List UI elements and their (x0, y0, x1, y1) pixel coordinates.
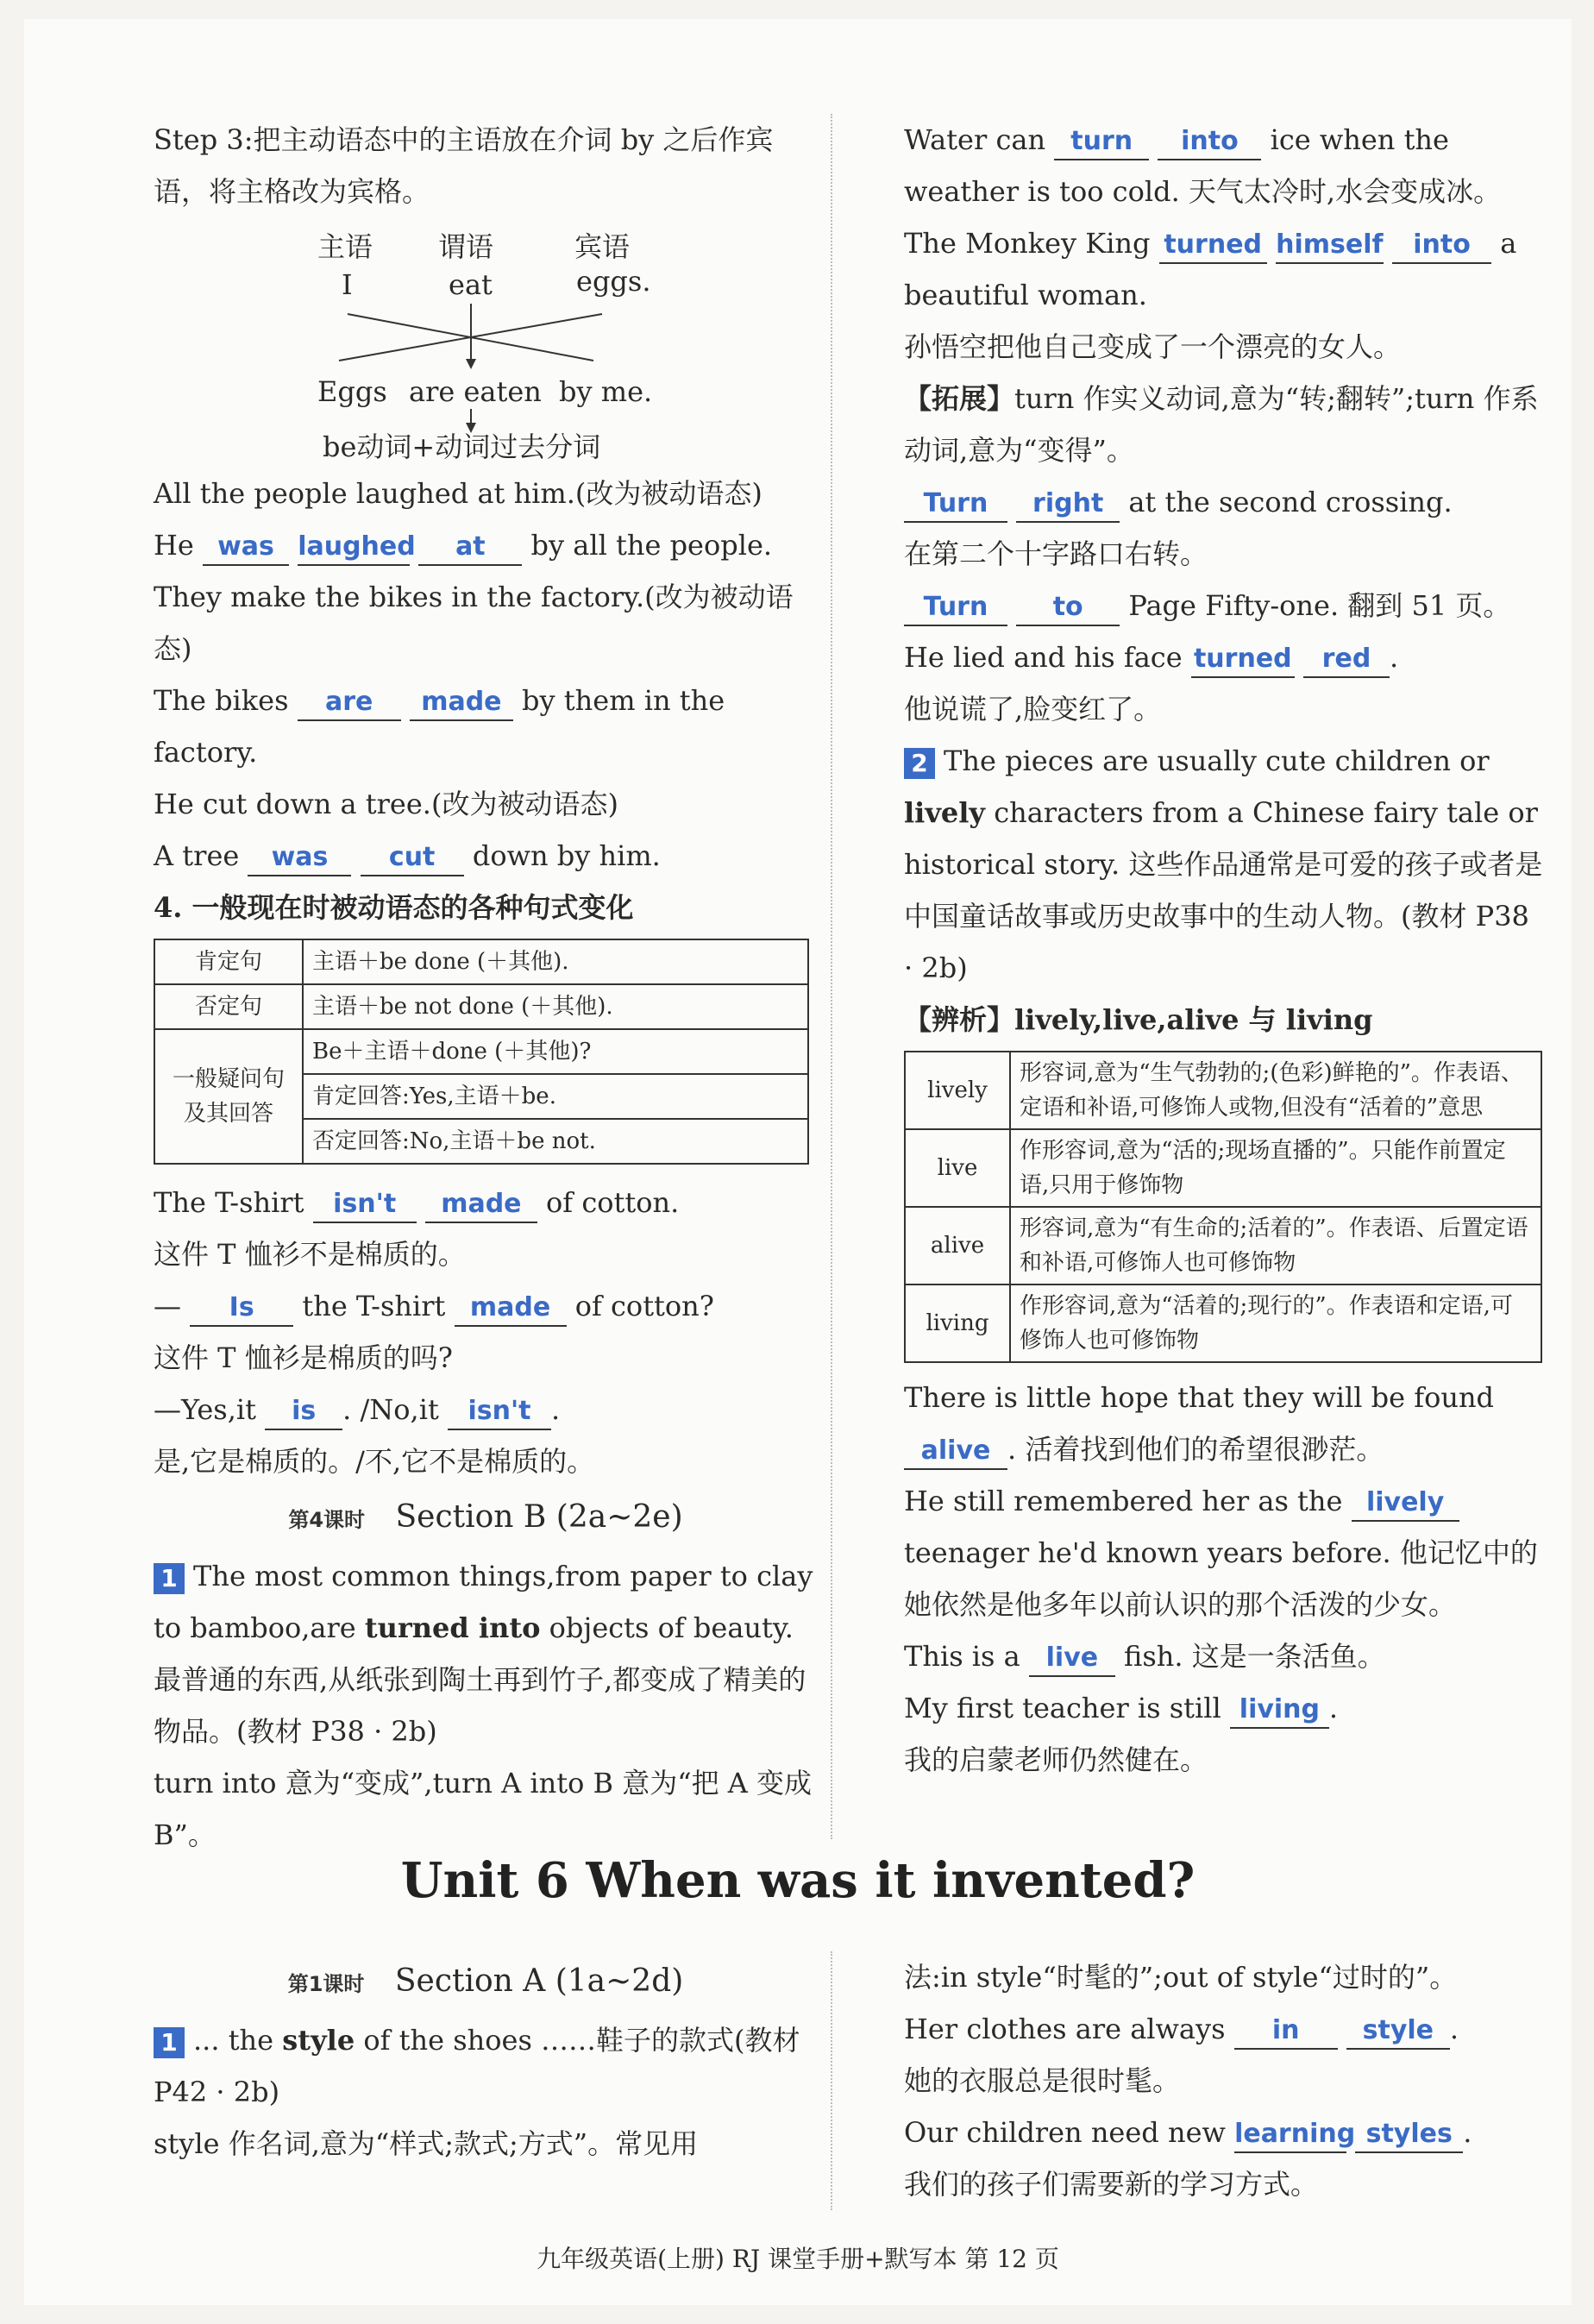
bottom-left-column (154, 1951, 818, 2170)
exercise4-answer (154, 1177, 818, 1228)
table-cell: 主语＋be done (＋其他). (303, 939, 808, 984)
example-prefix: This is a (904, 1640, 1020, 1673)
answer-blank: red (1303, 644, 1390, 678)
item1-note: turn into 意为“变成”,turn A into B 意为“把 A 变成 B”。 (154, 1767, 813, 1851)
answer-blank: turn (1054, 126, 1149, 160)
lesson-tag: 第4课时 (288, 1508, 366, 1532)
answer-blank: made (410, 687, 513, 721)
diagram-word-eggs2: Eggs (317, 375, 387, 408)
exercise6-answer (154, 1384, 818, 1435)
answer-blank: laughed (298, 531, 410, 566)
style-example2-translation: 我们的孩子们需要新的学习方式。 (904, 2168, 1319, 2201)
example-suffix: Page Fifty-one. 翻到 51 页。 (1128, 589, 1511, 622)
table-cell: 肯定回答:Yes,主语＋be. (303, 1074, 808, 1119)
extension-label: 【拓展】 (904, 382, 1015, 415)
exercise3-answer (154, 830, 818, 882)
answer-blank: right (1016, 488, 1120, 523)
table-word: live (905, 1129, 1010, 1207)
turn-example4 (904, 580, 1547, 631)
left-column (154, 114, 818, 1861)
answer-blank: isn't (313, 1189, 417, 1223)
table-label: 一般疑问句及其回答 (154, 1029, 303, 1164)
item-number-badge: 1 (154, 1563, 185, 1594)
example-suffix: . (1449, 2013, 1459, 2045)
answer-blank: turned (1191, 644, 1295, 678)
example-suffix: . 活着找到他们的希望很渺茫。 (1007, 1433, 1384, 1466)
exercise4-prefix: The T-shirt (154, 1186, 304, 1219)
table-word: lively (905, 1052, 1010, 1129)
table-cell: 主语＋be not done (＋其他). (303, 984, 808, 1029)
style-example1-translation: 她的衣服总是很时髦。 (904, 2064, 1181, 2097)
answer-blank: cut (361, 842, 464, 876)
item1-text-a: The most common things,from paper to clay to bamboo,are (154, 1560, 813, 1644)
style-item-text-b: of the shoes ……鞋子的款式(教材 P42 · 2b) (154, 2024, 800, 2108)
diagram-caption: be动词+动词过去分词 (323, 430, 601, 463)
exercise4-translation: 这件 T 恤衫不是棉质的。 (154, 1238, 466, 1271)
example-suffix: . (1389, 641, 1399, 674)
exercise5-dash: — (154, 1290, 181, 1322)
answer-blank: is (265, 1396, 342, 1430)
diagram-word-by-me: by me. (559, 375, 653, 408)
style-note-continued: 法:in style“时髦的”;out of style“过时的”。 (904, 1961, 1458, 1994)
table-cell: 否定回答:No,主语＋be not. (303, 1119, 808, 1164)
section-title: Section B (2a~2e) (395, 1499, 683, 1535)
item2-keyword: lively (904, 796, 986, 829)
answer-blank: living (1230, 1694, 1329, 1729)
exercise6-prefix: —Yes,it (154, 1393, 256, 1426)
example-suffix: at the second crossing. (1128, 486, 1453, 518)
right-column (904, 114, 1547, 1786)
exercise6-suffix: . (550, 1393, 561, 1426)
answer-blank: was (248, 842, 351, 876)
exercise2-question: They make the bikes in the factory.(改为被动语态) (154, 581, 794, 665)
answer-blank: to (1016, 592, 1120, 626)
step3-text: Step 3:把主动语态中的主语放在介词 by 之后作宾语，将主格改为宾格。 (154, 123, 774, 208)
passive-table (154, 939, 809, 1165)
example-prefix: The Monkey King (904, 227, 1151, 260)
column-divider (831, 1951, 832, 2210)
answer-blank: lively (1352, 1487, 1459, 1522)
example-suffix: . (1463, 2116, 1472, 2149)
table-definition: 形容词,意为“有生命的;活着的”。作表语、后置定语和补语,可修饰人也可修饰物 (1010, 1207, 1541, 1284)
item-number-badge: 2 (904, 748, 935, 779)
lively-example3 (904, 1630, 1547, 1682)
style-item-keyword: style (282, 2024, 355, 2057)
style-item (154, 2014, 818, 2118)
style-example2 (904, 2107, 1547, 2158)
diagram-header-predicate: 谓语 (438, 230, 494, 263)
exercise2-answer (154, 675, 818, 778)
answer-blank: live (1029, 1643, 1115, 1677)
example-prefix: Her clothes are always (904, 2013, 1226, 2045)
extension-text: turn 作实义动词,意为“转;翻转”;turn 作系动词,意为“变得”。 (904, 382, 1539, 467)
table-label: 否定句 (154, 984, 303, 1029)
diagram-word-are-eaten: are eaten (409, 375, 542, 408)
item1-text-b: objects of beauty. 最普通的东西,从纸张到陶土再到竹子,都变成了精美的物品。(教材 P38 · 2b) (154, 1611, 806, 1748)
section-heading (154, 1951, 818, 2014)
answer-blank: into (1392, 229, 1491, 264)
style-note: style 作名词,意为“样式;款式;方式”。常见用 (154, 2127, 699, 2160)
diagram-header-subject: 主语 (317, 230, 373, 263)
exercise2-prefix: The bikes (154, 684, 289, 717)
example-prefix: Our children need new (904, 2116, 1226, 2149)
answer-blank: in (1234, 2015, 1338, 2050)
lively-example1 (904, 1372, 1547, 1475)
turn-example5-translation: 他说谎了,脸变红了。 (904, 693, 1162, 725)
item2-text-a: The pieces are usually cute children or (944, 744, 1490, 777)
exercise5-answer (154, 1280, 818, 1332)
turn-example3 (904, 476, 1547, 528)
page (24, 19, 1572, 2305)
answer-blank: Turn (904, 488, 1007, 523)
exercise3-prefix: A tree (154, 839, 240, 872)
page-footer: 九年级英语(上册) RJ 课堂手册+默写本 第 12 页 (537, 2245, 1059, 2273)
answer-blank: styles (1355, 2119, 1463, 2153)
table-definition: 作形容词,意为“活的;现场直播的”。只能作前置定语,只用于修饰物 (1010, 1129, 1541, 1207)
column-divider (831, 114, 832, 1839)
turn-example3-translation: 在第二个十字路口右转。 (904, 537, 1208, 570)
diagram-word-i: I (342, 268, 353, 301)
turn-example2 (904, 217, 1547, 321)
item-number-badge: 1 (154, 2027, 185, 2058)
answer-blank: himself (1276, 229, 1384, 264)
exercise3-question: He cut down a tree.(改为被动语态) (154, 788, 618, 820)
item1-keyword: turned into (364, 1611, 541, 1644)
turn-example5 (904, 631, 1547, 683)
table-cell: Be＋主语＋done (＋其他)? (303, 1029, 808, 1074)
style-item-text-a: ... the (193, 2024, 283, 2057)
answer-blank: made (425, 1189, 537, 1223)
exercise3-suffix: down by him. (472, 839, 661, 872)
exercise4-suffix: of cotton. (546, 1186, 680, 1219)
exercise5-suffix: of cotton? (574, 1290, 714, 1322)
exercise6-translation: 是,它是棉质的。/不,它不是棉质的。 (154, 1445, 595, 1478)
exercise1-suffix: by all the people. (530, 529, 773, 562)
answer-blank: alive (904, 1435, 1007, 1470)
answer-blank: Is (190, 1292, 293, 1327)
table-label: 肯定句 (154, 939, 303, 984)
lesson-tag: 第1课时 (287, 1972, 365, 1996)
table-definition: 形容词,意为“生气勃勃的;(色彩)鲜艳的”。作表语、定语和补语,可修饰人或物,但没有“活着的”意思 (1010, 1052, 1541, 1129)
lively-example4-translation: 我的启蒙老师仍然健在。 (904, 1743, 1208, 1776)
exercise6-middle: . /No,it (342, 1393, 439, 1426)
item2-text-b: characters from a Chinese fairy tale or historical story. 这些作品通常是可爱的孩子或者是中国童话故事或历史故事中的生动人物。(教材 P38 · 2b) (904, 796, 1543, 984)
answer-blank: Turn (904, 592, 1007, 626)
item1-paragraph (154, 1550, 818, 1757)
turn-example1 (904, 114, 1547, 217)
lively-example2 (904, 1475, 1547, 1630)
example-suffix: fish. 这是一条活鱼。 (1124, 1640, 1385, 1673)
exercise2-suffix: by them in the factory. (154, 684, 725, 769)
answer-blank: turned (1159, 229, 1267, 264)
exercise1-answer (154, 519, 818, 571)
voice-diagram (154, 217, 818, 468)
answer-blank: made (455, 1292, 567, 1327)
example-prefix: There is little hope that they will be found (904, 1381, 1495, 1414)
example-suffix: ice when the weather is too cold. 天气太冷时,水会变成冰。 (904, 123, 1502, 208)
lively-example4 (904, 1682, 1547, 1734)
diagram-header-object: 宾语 (574, 230, 631, 263)
answer-blank: style (1346, 2015, 1450, 2050)
extension-note (904, 373, 1547, 476)
example-prefix: My first teacher is still (904, 1692, 1221, 1724)
item2-paragraph (904, 735, 1547, 994)
answer-blank: at (418, 531, 522, 566)
exercise1-question: All the people laughed at him.(改为被动语态) (154, 477, 762, 510)
exercise1-prefix: He (154, 529, 194, 562)
bottom-right-column (904, 1951, 1547, 2210)
comparison-table (904, 1051, 1542, 1363)
answer-blank: was (203, 531, 289, 566)
example-prefix: He lied and his face (904, 641, 1183, 674)
style-example1 (904, 2003, 1547, 2055)
exercise5-middle: the T-shirt (302, 1290, 446, 1322)
section-title: Section A (1a~2d) (394, 1963, 684, 1999)
table-word: living (905, 1284, 1010, 1362)
bianxi-heading: 【辨析】lively,live,alive 与 living (904, 1003, 1373, 1036)
example-prefix: Water can (904, 123, 1046, 156)
table-definition: 作形容词,意为“活着的;现行的”。作表语和定语,可修饰人也可修饰物 (1010, 1284, 1541, 1362)
section-heading (154, 1487, 818, 1550)
example-suffix: . (1328, 1692, 1339, 1724)
example-prefix: He still remembered her as the (904, 1485, 1343, 1517)
exercise5-translation: 这件 T 恤衫是棉质的吗? (154, 1341, 453, 1374)
example-suffix: a beautiful woman. (904, 227, 1517, 311)
answer-blank: isn't (448, 1396, 551, 1430)
answer-blank: are (298, 687, 401, 721)
turn-example2-translation: 孙悟空把他自己变成了一个漂亮的女人。 (904, 330, 1402, 363)
answer-blank: into (1158, 126, 1261, 160)
table-word: alive (905, 1207, 1010, 1284)
answer-blank: learning (1234, 2119, 1346, 2153)
point4-heading: 4. 一般现在时被动语态的各种句式变化 (154, 891, 634, 924)
example-suffix: teenager he'd known years before. 他记忆中的她依然是他多年以前认识的那个活泼的少女。 (904, 1536, 1538, 1621)
diagram-word-eat: eat (449, 268, 493, 301)
unit-title: Unit 6 When was it invented? (400, 1852, 1196, 1909)
diagram-word-eggs: eggs. (576, 265, 651, 298)
